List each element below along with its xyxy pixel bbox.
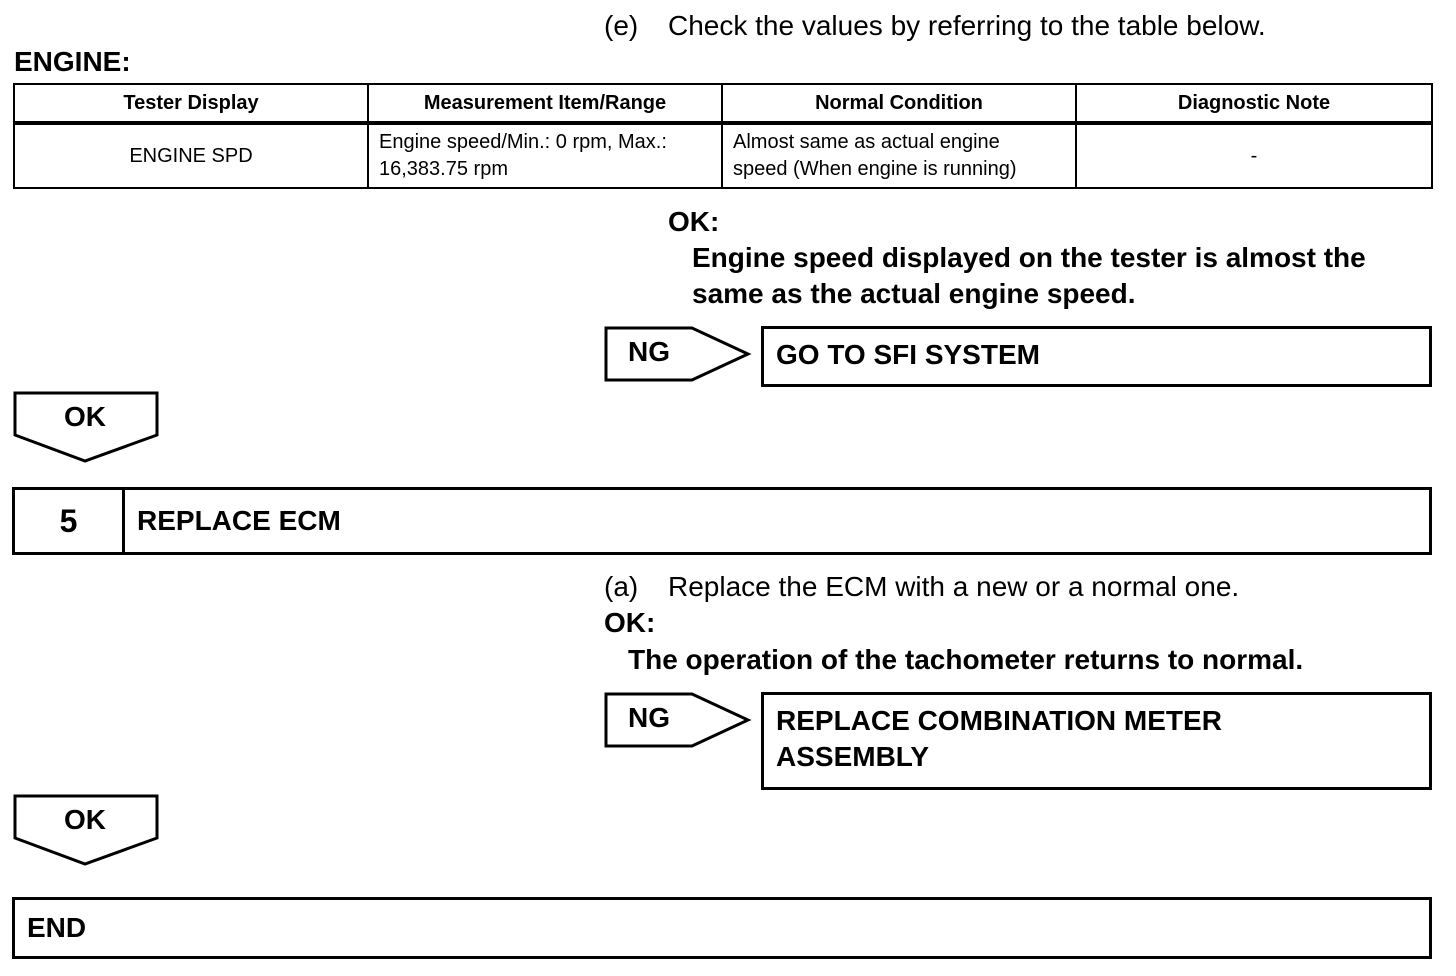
ng-result-text-1: GO TO SFI SYSTEM <box>776 339 1040 370</box>
ok-arrow-1 <box>13 391 159 463</box>
ok-condition-title-1: OK: <box>668 206 720 237</box>
ng-result-box-2 <box>761 692 1432 790</box>
section-label-engine: ENGINE: <box>14 46 131 77</box>
ok-condition-line-1: Engine speed displayed on the tester is almost the <box>692 242 1366 273</box>
ng-arrow-shape-1 <box>604 326 754 384</box>
end-label: END <box>27 912 87 943</box>
step-number: 5 <box>15 490 125 552</box>
ng-result-line-2: ASSEMBLY <box>776 741 930 772</box>
ok-arrow-2 <box>13 794 159 866</box>
ng-result-box-1 <box>761 326 1432 387</box>
header-diagnostic-note: Diagnostic Note <box>1076 84 1432 122</box>
step-a-label: (a) <box>604 571 639 602</box>
ok-condition-title-2: OK: <box>604 607 656 638</box>
step-e-label: (e) <box>604 10 639 41</box>
ng-result-line-1: REPLACE COMBINATION METER <box>776 705 1222 736</box>
ng-tag-1 <box>604 326 754 384</box>
ok-arrow-label-1: OK <box>64 401 106 432</box>
ng-tag-label-2: NG <box>628 702 670 733</box>
ok-condition-line-2: same as the actual engine speed. <box>692 278 1136 309</box>
ok-condition-body-2 <box>628 642 1303 678</box>
ok-condition-body-1 <box>692 240 1366 312</box>
ng-arrow-shape-2 <box>604 692 754 750</box>
measurement-line-2: 16,383.75 rpm <box>379 158 508 180</box>
end-box <box>12 897 1432 959</box>
table-row <box>14 124 1432 188</box>
table-header-row <box>14 84 1432 122</box>
step-title: REPLACE ECM <box>137 505 341 536</box>
normal-line-1: Almost same as actual engine <box>733 131 1000 153</box>
step-e-text: Check the values by referring to the table below. <box>668 10 1266 41</box>
ok-condition-line-2-1: The operation of the tachometer returns to normal. <box>628 644 1304 675</box>
normal-line-2: speed (When engine is running) <box>733 158 1017 180</box>
step-a-instruction <box>604 571 1239 603</box>
step-e-instruction <box>604 10 1266 42</box>
cell-measurement-item <box>368 124 722 188</box>
step-a-text: Replace the ECM with a new or a normal one. <box>668 571 1240 602</box>
measurement-line-1: Engine speed/Min.: 0 rpm, Max.: <box>379 131 667 153</box>
spec-table <box>13 83 1433 189</box>
header-tester-display: Tester Display <box>14 84 368 122</box>
header-measurement-item: Measurement Item/Range <box>368 84 722 122</box>
cell-diagnostic-note: - <box>1076 124 1432 188</box>
step-5-box <box>12 487 1432 555</box>
ng-tag-2 <box>604 692 754 750</box>
header-normal-condition: Normal Condition <box>722 84 1076 122</box>
ng-tag-label-1: NG <box>628 336 670 367</box>
cell-tester-display: ENGINE SPD <box>14 124 368 188</box>
cell-normal-condition <box>722 124 1076 188</box>
ok-arrow-label-2: OK <box>64 804 106 835</box>
